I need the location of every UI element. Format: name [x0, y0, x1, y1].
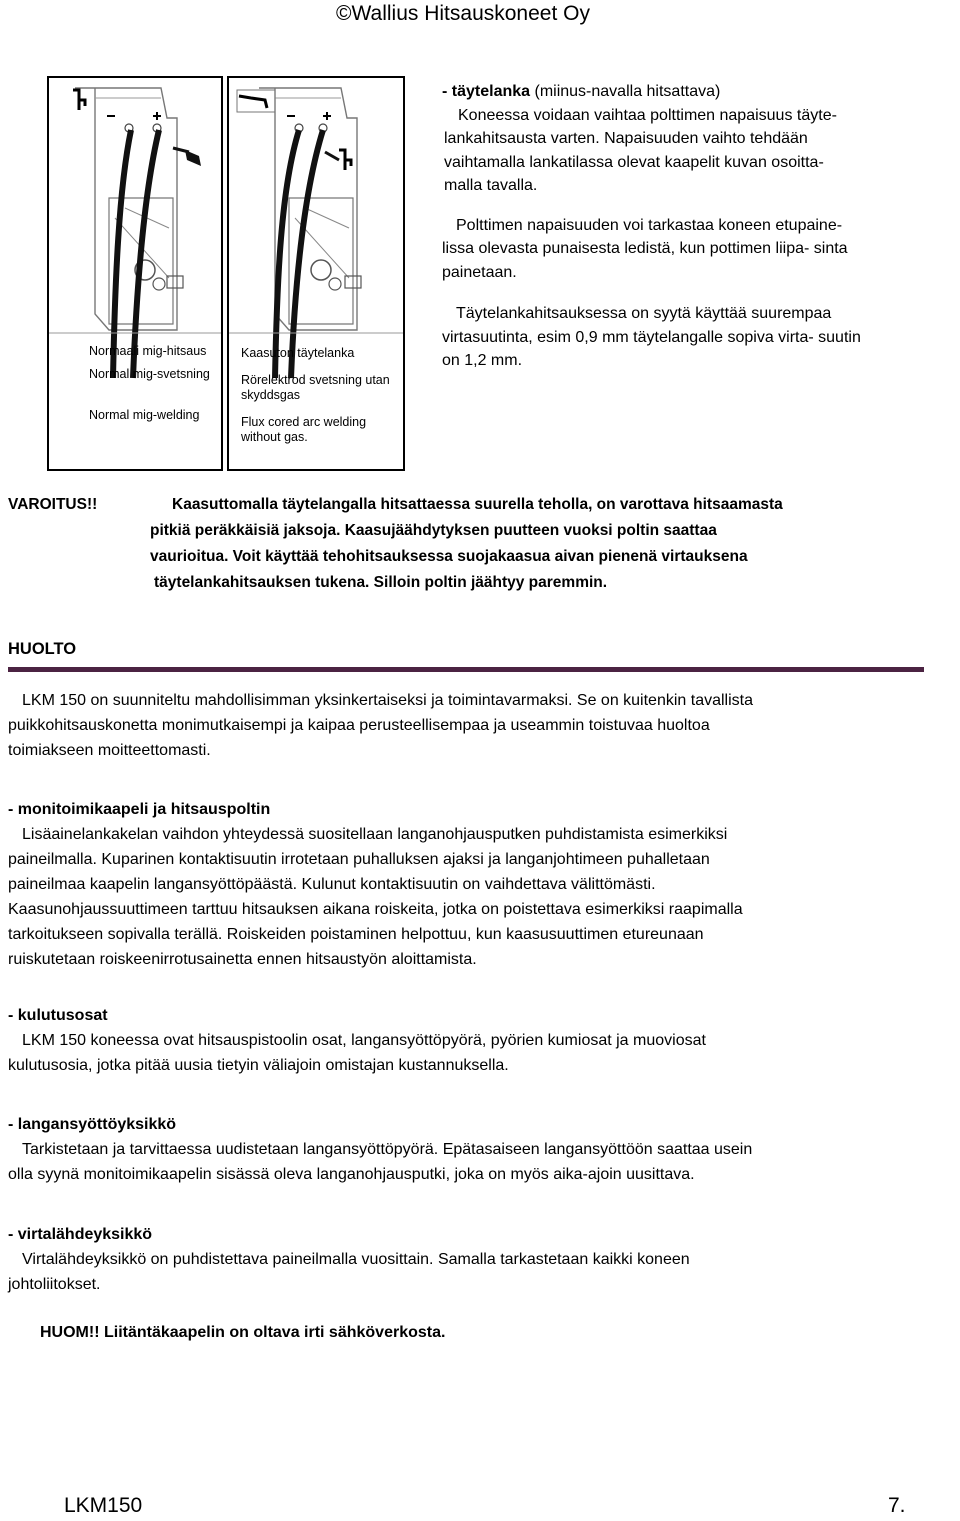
section-title: - kulutusosat: [8, 1007, 108, 1024]
section-title: - monitoimikaapeli ja hitsauspoltin: [8, 801, 271, 818]
caption-flux-cored-sv-2: skyddsgas: [241, 388, 301, 402]
intro-title-suffix: (miinus-navalla hitsattava): [530, 83, 721, 100]
warning-line: pitkiä peräkkäisiä jaksoja. Kaasujäähdytyksen puutteen vuoksi poltin saattaa: [150, 522, 717, 539]
intro-paragraph-1: [442, 104, 960, 198]
footer-page-number: 7.: [888, 1494, 906, 1517]
warning-line: vaurioitua. Voit käyttää tehohitsauksessa suojakaasua aivan pienenä virtauksena: [150, 548, 748, 565]
huolto-intro: [8, 688, 958, 763]
section-line: johtoliitokset.: [8, 1276, 101, 1293]
warning-line: Kaasuttomalla täytelangalla hitsattaessa suurella teholla, on varottava hitsaamasta: [172, 496, 783, 513]
intro-line: Polttimen napaisuuden voi tarkastaa koneen etupaine-: [456, 216, 843, 234]
figure-normal-mig-panel: [47, 76, 223, 471]
intro-line: painetaan.: [442, 263, 517, 281]
intro-paragraph-3: [442, 302, 960, 373]
intro-line: vaihtamalla lankatilassa olevat kaapelit kuvan osoitta-: [444, 153, 824, 171]
intro-line: Täytelankahitsauksessa on syytä käyttää suurempaa: [456, 305, 832, 322]
intro-line: Koneessa voidaan vaihtaa polttimen napaisuus täyte-: [458, 106, 837, 124]
section-line: Tarkistetaan ja tarvittaessa uudistetaan langansyöttöpyörä. Epätasaiseen langansyöttöön saattaa usein: [22, 1141, 753, 1158]
warning-label: VAROITUS!!: [8, 496, 98, 513]
section-line: ruiskutetaan roiskeenirrotusainetta ennen hitsaustyön aloittamista.: [8, 951, 477, 968]
section-title: - langansyöttöyksikkö: [8, 1116, 177, 1133]
section-line: LKM 150 koneessa ovat hitsauspistoolin osat, langansyöttöpyörä, pyörien kumiosat ja muoviosat: [22, 1032, 706, 1049]
intro-line: lissa olevasta punaisesta ledistä, kun pottimen liipa- sinta: [442, 240, 848, 257]
caption-flux-cored-fi: Kaasuton täytelanka: [241, 346, 355, 360]
intro-line: virtasuutinta, esim 0,9 mm täytelangalle sopiva virta- suutin: [442, 328, 861, 346]
intro-paragraph-2: [442, 214, 960, 285]
intro-line: on 1,2 mm.: [442, 352, 523, 369]
section-power-source: [8, 1222, 958, 1297]
section-line: Virtalähdeyksikkö on puhdistettava paineilmalla vuosittain. Samalla tarkastetaan kaikki koneen: [22, 1251, 690, 1268]
warning-line: täytelankahitsauksen tukena. Silloin poltin jäähtyy paremmin.: [154, 574, 608, 591]
caption-flux-cored-en-2: without gas.: [241, 430, 308, 444]
section-line: Kaasunohjaussuuttimeen tarttuu hitsauksen aikana roiskeita, jotka on poistettava esimerkiksi raapimalla: [8, 901, 743, 918]
section-line: paineilmalla. Kuparinen kontaktisuutin irrotetaan puhalluksen ajaksi ja langanjohtimeen puhalletaan: [8, 851, 710, 868]
caption-normal-mig-fi: Normaali mig-hitsaus: [89, 344, 207, 358]
safety-note: HUOM!! Liitäntäkaapelin on oltava irti sähköverkosta.: [40, 1324, 446, 1341]
huolto-heading: HUOLTO: [8, 640, 77, 658]
intro-line: malla tavalla.: [444, 177, 538, 194]
section-title: - virtalähdeyksikkö: [8, 1226, 153, 1243]
section-divider: [8, 667, 924, 672]
intro-section: [442, 80, 960, 373]
huolto-line: toimiakseen moitteettomasti.: [8, 742, 211, 759]
intro-title: - täytelanka: [442, 83, 531, 100]
caption-normal-mig-sv: Normal mig-svetsning: [89, 367, 210, 381]
section-line: paineilmaa kaapelin langansyöttöpäästä. Kulunut kontaktisuutin on vaihdettava välittömästi.: [8, 876, 656, 893]
caption-flux-cored-sv-1: Rörelektrod svetsning utan: [241, 373, 390, 387]
huolto-line: LKM 150 on suunniteltu mahdollisimman yksinkertaiseksi ja toimintavarmaksi. Se on kuitenkin tavallista: [22, 692, 753, 709]
section-line: kulutusosia, jotka pitää uusia tietyin väliajoin omistajan kustannuksella.: [8, 1057, 509, 1074]
figure-flux-cored-panel: [227, 76, 405, 471]
warning-text: [150, 492, 960, 596]
section-wire-feeder: [8, 1112, 958, 1187]
huolto-line: puikkohitsauskonetta monimutkaisempi ja kaipaa perusteellisempaa ja useammin toistuvaa huoltoa: [8, 717, 710, 734]
caption-flux-cored-en-1: Flux cored arc welding: [241, 415, 367, 429]
section-line: Lisäainelankakelan vaihdon yhteydessä suositellaan langanohjausputken puhdistamista esimerkiksi: [22, 826, 728, 843]
intro-line: lankahitsausta varten. Napaisuuden vaihto tehdään: [444, 130, 808, 147]
section-cable-torch: [8, 797, 958, 972]
section-line: tarkoitukseen sopivalla terällä. Roiskeiden poistaminen helpottuu, kun kaasusuuttimen etureunaan: [8, 926, 704, 943]
section-line: olla syynä monitoimikaapelin sisässä oleva langanohjausputki, joka on myös aika-ajoin uusittava.: [8, 1166, 695, 1183]
page-header: ©Wallius Hitsauskoneet Oy: [336, 2, 590, 25]
section-wear-parts: [8, 1003, 958, 1078]
caption-normal-mig-en: Normal mig-welding: [89, 408, 200, 422]
footer-model: LKM150: [64, 1494, 143, 1517]
